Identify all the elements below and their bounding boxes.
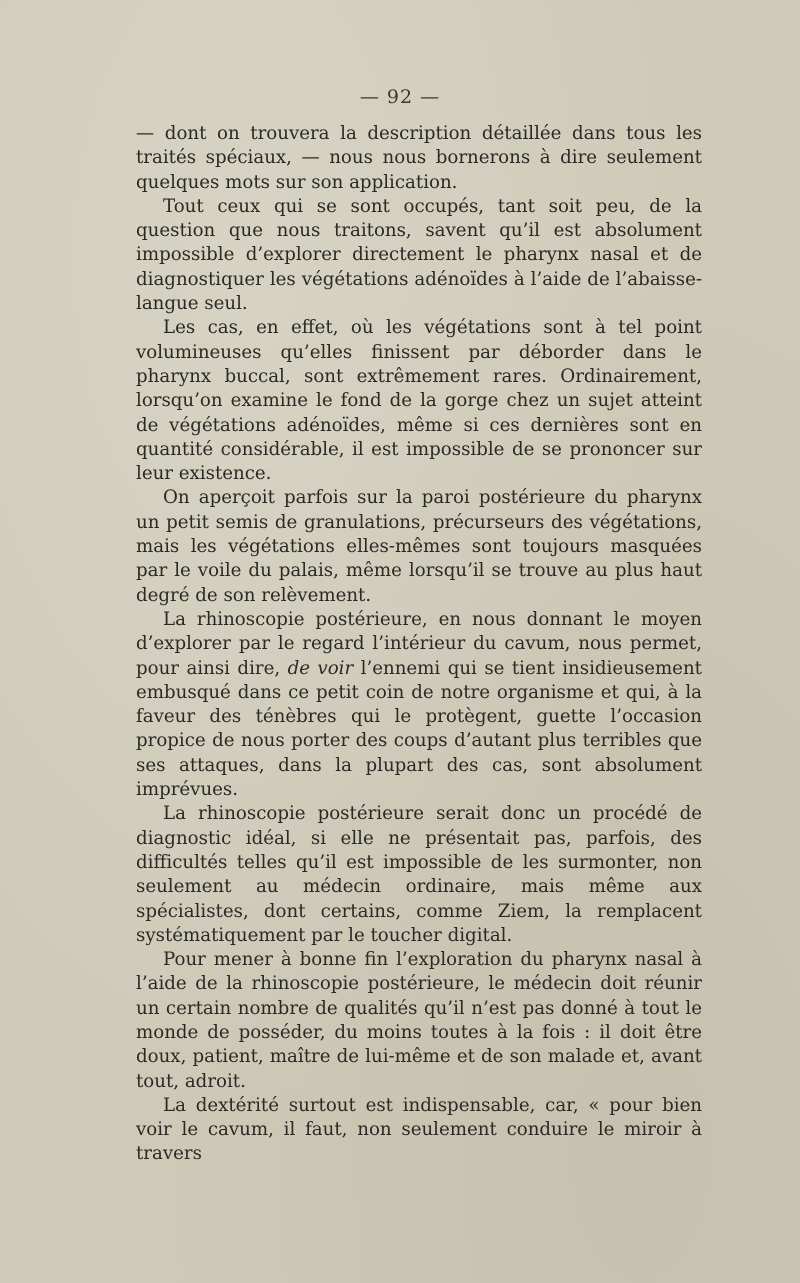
paragraph: Les cas, en effet, où les végétations sont à tel point volumineuses qu’elles finissent par déborder dans le pharynx buccal, sont extrêmement rares. Ordinairement, lorsqu’on examine le fond de la gorge chez un sujet atteint de végétations adénoïdes, même si ces dernières sont en quantité considérable, il est impossible de se prononcer sur leur existence. [136,317,702,485]
paragraph: La dextérité surtout est indispensable, car, « pour bien voir le cavum, il faut, non seulement conduire le miroir à travers [136,1094,702,1165]
paragraph: Tout ceux qui se sont occupés, tant soit peu, de la question que nous traitons, savent qu’il est absolument impossible d’explorer directement le pharynx nasal et de diagnostiquer les végétations adénoïdes à l’aide de l’abaisse-langue seul. [136,195,702,315]
emphasis-text: de voir [287,657,354,679]
page-number: — 92 — [359,86,441,108]
paragraph: La rhinoscopie postérieure serait donc un procédé de diagnostic idéal, si elle ne présentait pas, parfois, des difficultés telles qu’il est impossible de les surmonter, non seulement au médecin ordinaire, mais même aux spécialistes, dont certains, comme Ziem, la remplacent systématiquement par le toucher digital. [136,803,702,946]
paragraph-text: l’ennemi qui se tient insidieusement embusqué dans ce petit coin de notre organisme et qui, à la faveur des ténèbres qui le protègent, guette l’occasion propice de nous porter des coups d’autant plus terribles que ses attaques, dans la plupart des cas, sont absolument imprévues. [136,657,702,801]
paragraph: On aperçoit parfois sur la paroi postérieure du pharynx un petit semis de granulations, précurseurs des végétations, mais les végétations elles-mêmes sont toujours masquées par le voile du palais, même lorsqu’il se trouve au plus haut degré de son relèvement. [136,487,702,606]
body-text [136,122,702,1167]
paragraph: — dont on trouvera la description détaillée dans tous les traités spéciaux, — nous nous bornerons à dire seulement quelques mots sur son application. [136,123,702,193]
paragraph-text: La rhinoscopie postérieure, en nous donnant le moyen d’explorer par le regard l’intérieur du cavum, nous permet, pour ainsi dire, [136,608,702,679]
paragraph: Pour mener à bonne fin l’exploration du pharynx nasal à l’aide de la rhinoscopie postérieure, le médecin doit réunir un certain nombre de qualités qu’il n’est pas donné à tout le monde de posséder, du moins toutes à la fois : il doit être doux, patient, maître de lui-même et de son malade et, avant tout, adroit. [136,949,702,1092]
paragraph [136,608,702,802]
